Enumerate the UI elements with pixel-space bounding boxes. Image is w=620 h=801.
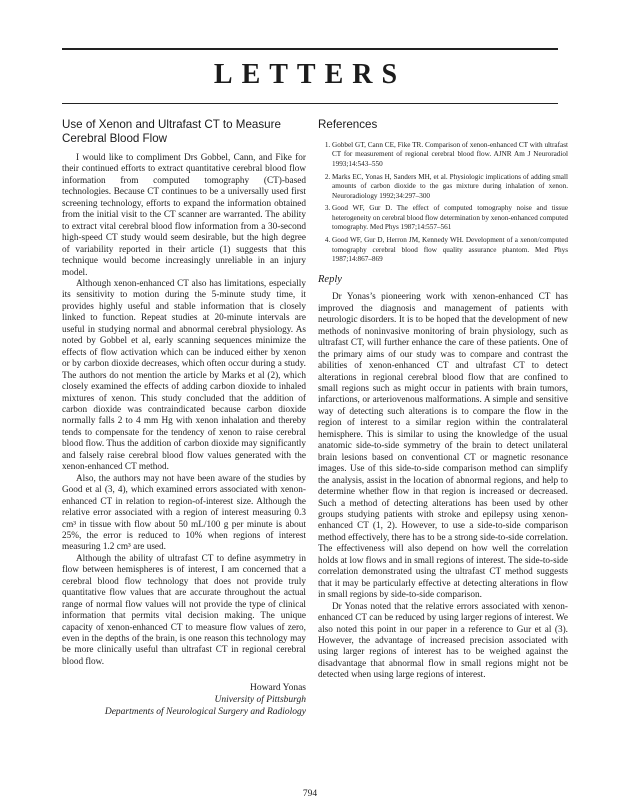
reference-item: 4. Good WF, Gur D, Herron JM, Kennedy WH. Development of a xenon/computed tomography cerebral blood flow quality assurance phantom. Med Phys 1987;14:867–869 — [332, 236, 568, 264]
reply-heading: Reply — [318, 274, 342, 286]
references-list — [318, 141, 568, 264]
reference-item: 3. Good WF, Gur D. The effect of computed tomography noise and tissue heterogeneity on cerebral blood flow determination by xenon-enhanced computed tomography. Med Phys 1987;14:557–561 — [332, 204, 568, 232]
letter-paragraph: I would like to compliment Drs Gobbel, Cann, and Fike for their continued efforts to extract quantitative cerebral blood flow information from computed tomography (CT)-based technologies. Because CT continues to be a universally used first screening technology, efforts to expand the information obtained from the initial visit to the CT scanner are warranted. The ability to extract vital cerebral blood flow information from a 30-second high-speed CT study would seem desirable, but the high degree of variability reported in their article (1) suggests that this technique would become increasingly unreliable in an injury model. — [62, 153, 306, 278]
header-rule-top — [62, 48, 558, 50]
author-affiliation: University of Pittsburgh — [214, 695, 306, 706]
reference-item: 1. Gobbel GT, Cann CE, Fike TR. Comparison of xenon-enhanced CT with ultrafast CT for measurement of regional cerebral blood flow. AJNR Am J Neuroradiol 1993;14:543–550 — [332, 141, 568, 169]
signature-block — [62, 682, 306, 718]
letter-paragraph: Although the ability of ultrafast CT to define asymmetry in flow between hemispheres is of interest, I am concerned that a cerebral blood flow technology that does not provide truly quantitative flow values that are accurate throughout the actual range of normal flow values will not provide the type of clinical information that permits vital decision making. The unique capacity of xenon-enhanced CT to measure flow values of zero, even in the depths of the brain, is one reason this technology may be more clinically useful than ultrafast CT in regional cerebral blood flow. — [62, 553, 306, 667]
author-department: Departments of Neurological Surgery and Radiology — [104, 707, 306, 718]
section-banner: LETTERS — [213, 59, 407, 90]
author-name: Howard Yonas — [250, 683, 306, 694]
references-heading: References — [318, 118, 378, 131]
reference-item: 2. Marks EC, Yonas H, Sanders MH, et al. Physiologic implications of adding small amounts of carbon dioxide to the gas mixture during inhalation of xenon. Neuroradiology 1992;34:297–300 — [332, 173, 568, 201]
letter-paragraph: Also, the authors may not have been aware of the studies by Good et al (3, 4), which examined errors associated with xenon-enhanced CT in relation to region-of-interest size. Although the relative error associated with a region of interest measuring 0.3 cm³ in tissue with flow about 50 mL/100 g per minute is about 25%, the error is reduced to 10% when regions of interest measuring 1.2 cm³ are used. — [62, 473, 306, 553]
letter-title: Use of Xenon and Ultrafast CT to Measure Cerebral Blood Flow — [62, 118, 281, 145]
header-rule-bottom — [62, 103, 558, 104]
letter-column — [62, 118, 306, 718]
reply-paragraph: Dr Yonas noted that the relative errors associated with xenon-enhanced CT can be reduced by using larger regions of interest. We also noted this point in our paper in a reference to Gur et al (3). However, the advantage of increased precision associated with using larger regions of interest has to be weighed against the disadvantage that abnormal flow in small regions might not be detected when using large regions of interest. — [318, 601, 568, 681]
page-number: 794 — [302, 789, 318, 799]
references-reply-column — [318, 118, 568, 682]
letter-paragraph: Although xenon-enhanced CT also has limitations, especially its sensitivity to motion during the 5-minute study time, it provides highly useful and stable information that is closely linked to function. Repeat studies at 20-minute intervals are useful in studying normal and abnormal cerebral physiology. As noted by Gobbel et al, early scanning sequences minimize the effects of flow activation which can be induced either by xenon or by carbon dioxide decreases, which often occur during a study. The authors do not mention the article by Marks et al (2), which closely examined the effects of adding carbon dioxide to inhaled mixtures of xenon. This study concluded that the addition of carbon dioxide was contraindicated because carbon dioxide normally falls 2 to 4 mm Hg with xenon inhalation and thereby tends to compensate for the tendency of xenon to raise cerebral blood flow. Thus the addition of carbon dioxide may significantly and falsely raise cerebral blood flow values generated with the xenon-enhanced CT method. — [62, 278, 306, 473]
reply-paragraph: Dr Yonas’s pioneering work with xenon-enhanced CT has improved the diagnosis and management of patients with neurologic disorders. It is to be hoped that the development of new methods of noninvasive monitoring of brain physiology, such as ultrafast CT, will further enhance the care of these patients. One of the primary aims of our study was to compare and contrast the abilities of xenon-enhanced CT and ultrafast CT to detect alterations in regional cerebral blood flow that are confined to small regions such as might occur in patients with brain tumors, infarctions, or arteriovenous malformations. A simple and sensitive way of detecting such alterations is to compare the flow in the region of interest to a similar region within the contralateral hemisphere. This is similar to using the knowledge of the usual anatomic side-to-side symmetry of the brain to detect unilateral brain lesions based on conventional CT or magnetic resonance images. Use of this side-to-side comparison method can simplify the analysis, assist in the location of abnormal regions, and help to determine whether flow in that region is increased or decreased. Such a method of detecting alterations has been used by other groups studying patients with stroke and epilepsy using xenon-enhanced CT (1, 2). However, to use a side-to-side comparison method effectively, there has to be a strong side-to-side correlation. The effectiveness will also depend on how well the correlation holds at low flows and in small regions of interest. The side-to-side correlation demonstrated using the ultrafast CT method suggests that it may be particularly effective at detecting alterations in flow in small regions by side-to-side comparison. — [318, 292, 568, 601]
